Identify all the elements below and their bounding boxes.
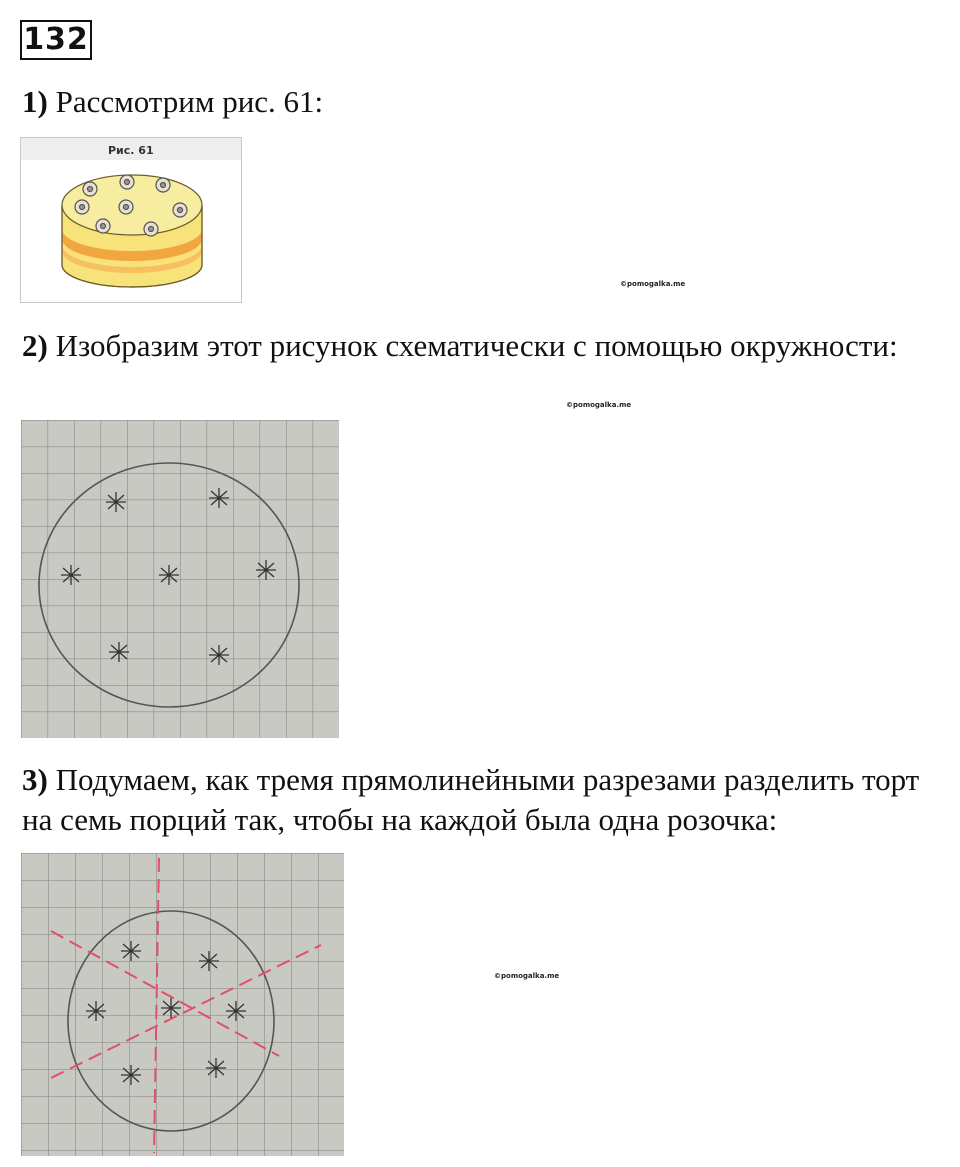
- figure-caption: Рис. 61: [108, 144, 154, 157]
- step-1-number: 1): [22, 84, 48, 119]
- step-1-text: Рассмотрим рис. 61:: [47, 84, 324, 119]
- step-3-number: 3): [22, 762, 48, 797]
- cake-figure: [20, 137, 242, 303]
- step-2-number: 2): [22, 328, 48, 363]
- circle-sketch-figure: [21, 420, 339, 738]
- step-3: [22, 760, 938, 840]
- cut-solution-figure: [21, 853, 344, 1156]
- step-2-text: Изобразим этот рисунок схематически с помощью окружности:: [47, 328, 898, 363]
- task-number: 132: [20, 20, 92, 60]
- step-1: [22, 82, 938, 122]
- step-3-text: Подумаем, как тремя прямолинейными разрезами разделить торт на семь порций так, чтобы на каждой была одна розочка:: [22, 762, 920, 837]
- watermark-1: ©pomogalka.me: [620, 280, 686, 288]
- step-2: [22, 326, 938, 366]
- watermark-2: ©pomogalka.me: [566, 401, 632, 409]
- watermark-3: ©pomogalka.me: [494, 972, 560, 980]
